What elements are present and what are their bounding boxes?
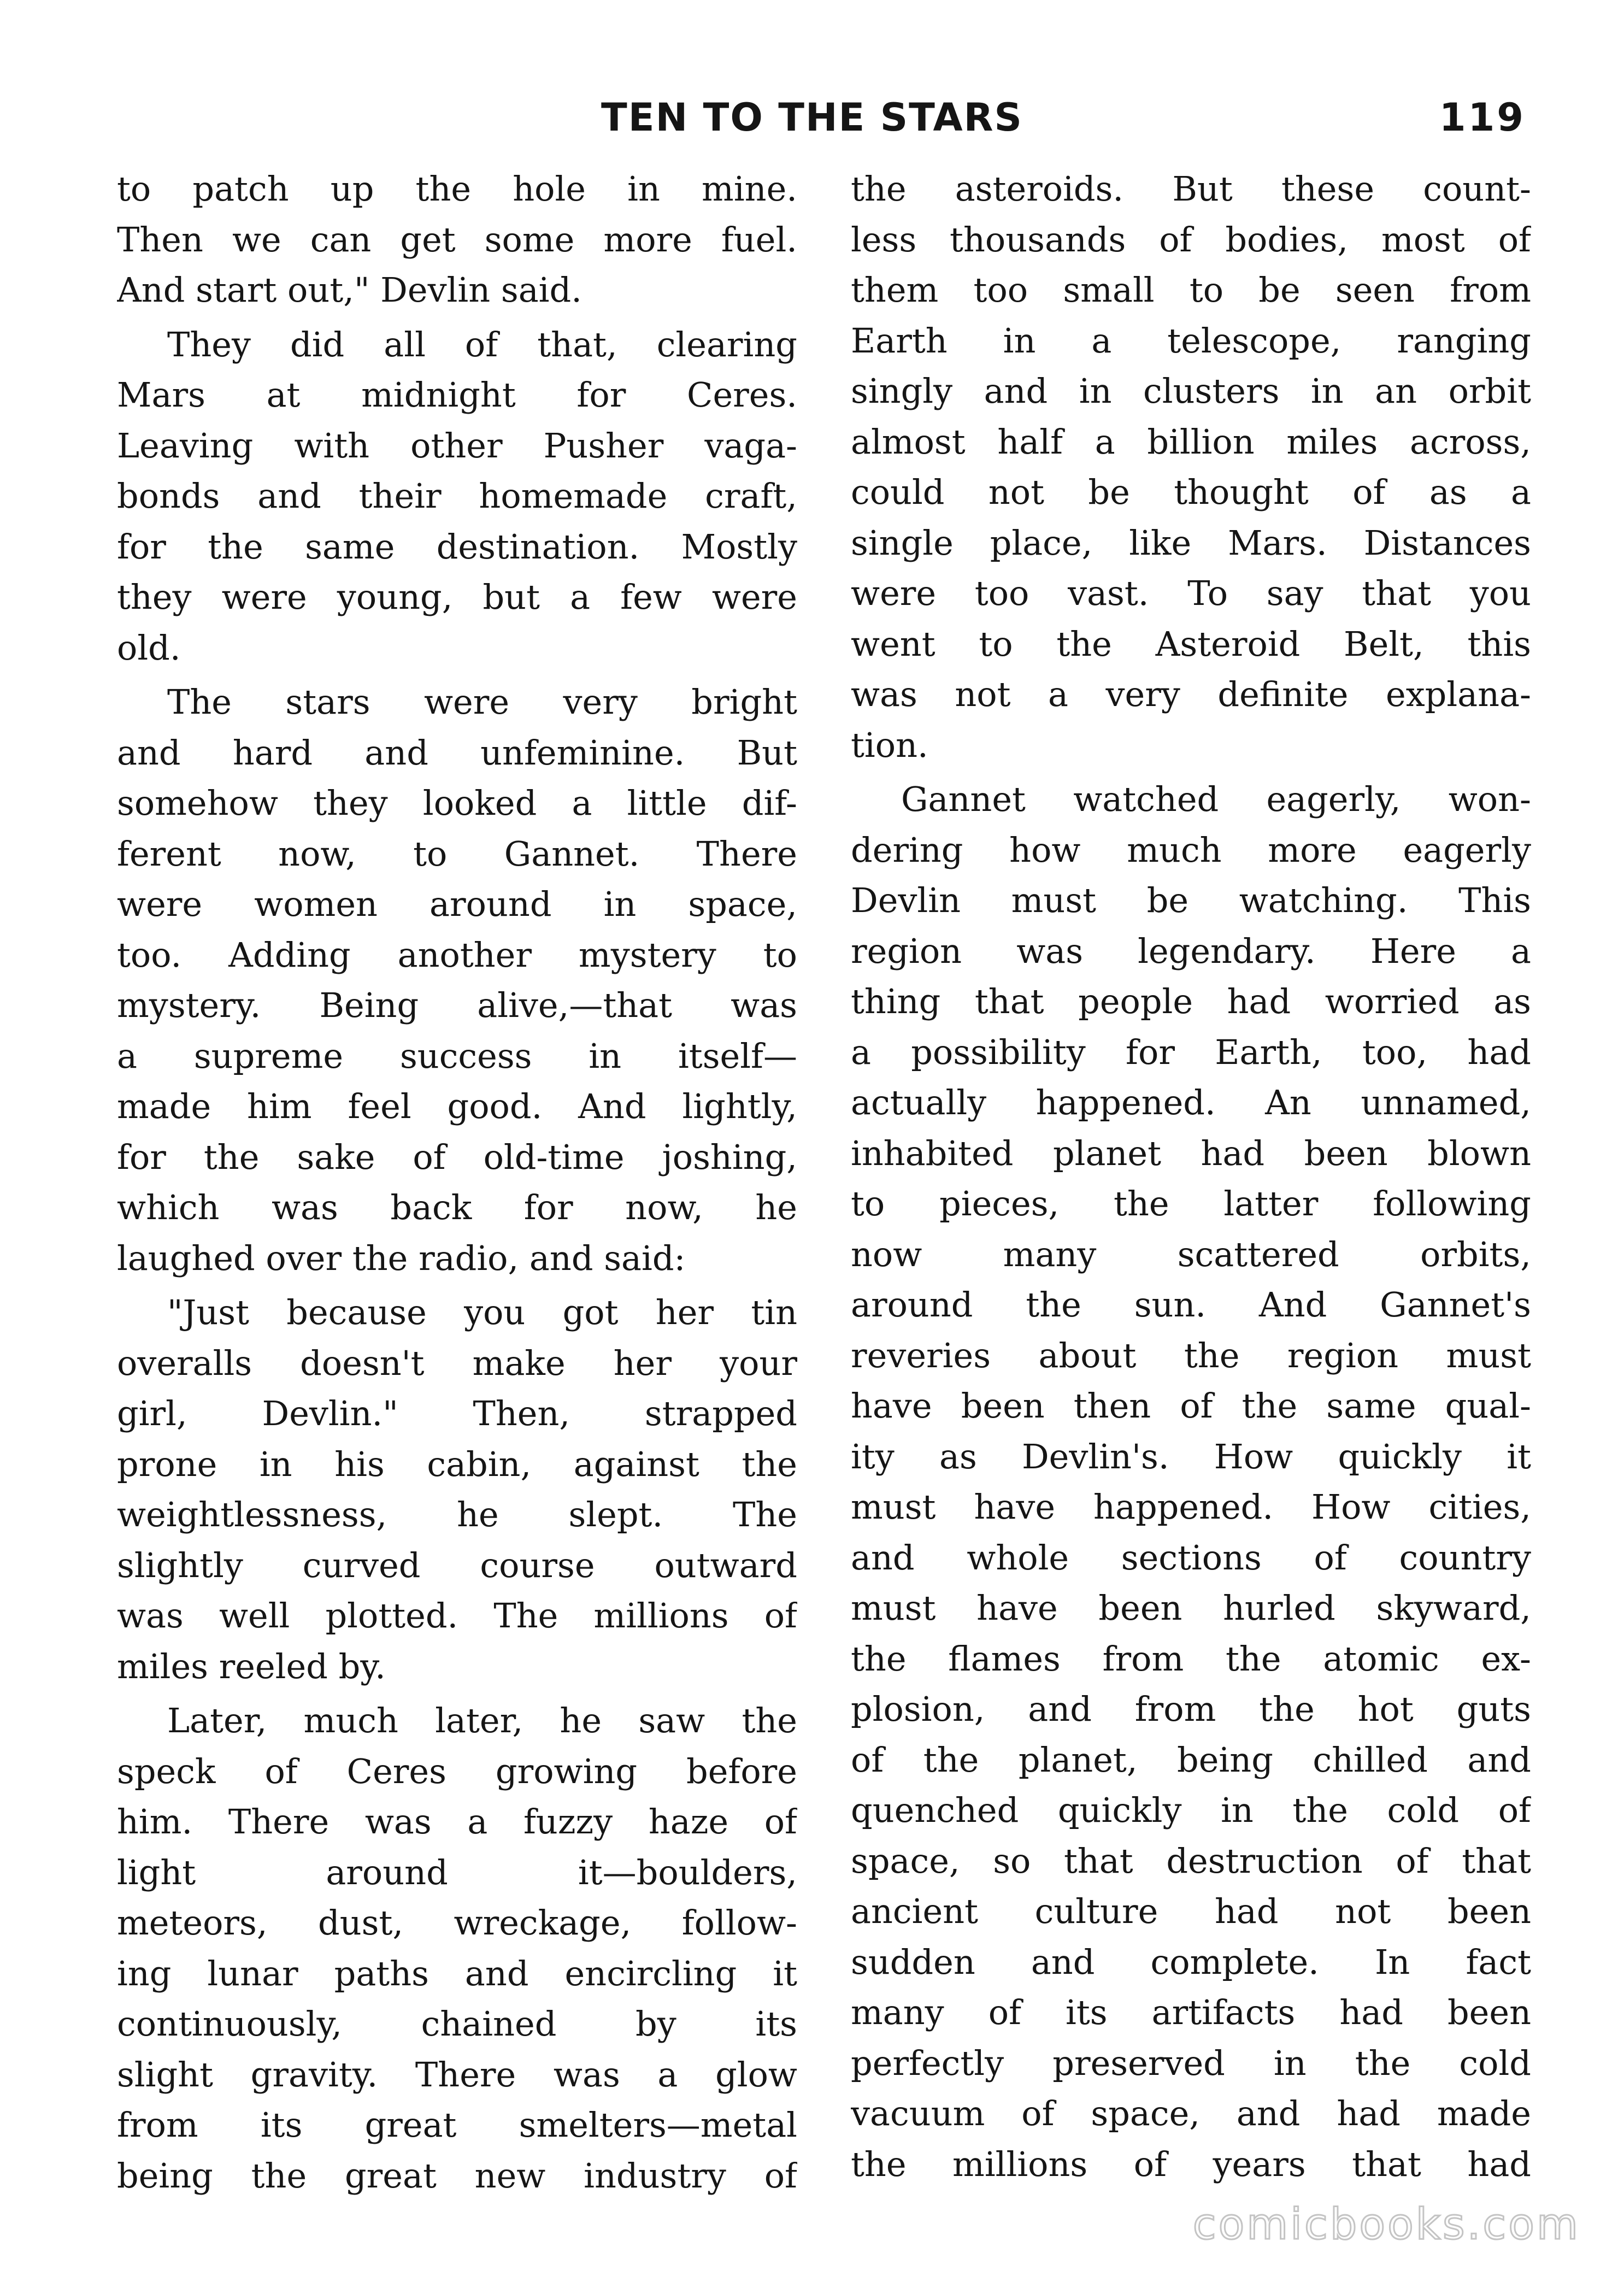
text-line: slightly curved course outward xyxy=(117,1545,797,1585)
text-line: to patch up the hole in mine. xyxy=(117,169,797,209)
text-line: inhabited planet had been blown xyxy=(851,1133,1531,1173)
text-line: to pieces, the latter following xyxy=(851,1184,1531,1224)
text-line: almost half a billion miles across, xyxy=(851,421,1531,462)
right-column xyxy=(851,164,1531,2193)
text-line: girl, Devlin." Then, strapped xyxy=(117,1393,797,1433)
page-number: 119 xyxy=(1439,95,1526,140)
text-line: overalls doesn't make her your xyxy=(117,1343,797,1383)
text-line: too. Adding another mystery to xyxy=(117,934,797,975)
text-line: light around it—boulders, xyxy=(117,1852,797,1892)
running-title: TEN TO THE STARS xyxy=(601,95,1023,140)
text-line: him. There was a fuzzy haze of xyxy=(117,1802,797,1842)
text-line: ferent now, to Gannet. There xyxy=(117,833,797,874)
paragraph xyxy=(117,1696,797,2201)
text-line: must have been hurled skyward, xyxy=(851,1588,1531,1628)
text-line: Earth in a telescope, ranging xyxy=(851,320,1531,361)
text-line: And start out," Devlin said. xyxy=(117,270,582,310)
text-line: meteors, dust, wreckage, follow- xyxy=(117,1903,797,1943)
text-line: was not a very definite explana- xyxy=(851,674,1531,714)
text-line: have been then of the same qual- xyxy=(851,1386,1531,1426)
text-line: Leaving with other Pusher vaga- xyxy=(117,425,797,466)
watermark: comicbooks.com xyxy=(1192,2200,1580,2249)
text-line: space, so that destruction of that xyxy=(851,1840,1531,1881)
text-line: Gannet watched eagerly, won- xyxy=(901,779,1531,819)
text-line: speck of Ceres growing before xyxy=(117,1751,797,1791)
text-line: Then we can get some more fuel. xyxy=(117,219,797,260)
text-line: could not be thought of as a xyxy=(851,472,1531,512)
text-line: singly and in clusters in an orbit xyxy=(851,371,1531,411)
text-line: quenched quickly in the cold of xyxy=(851,1790,1531,1830)
text-line: them too small to be seen from xyxy=(851,270,1531,310)
text-line: bonds and their homemade craft, xyxy=(117,476,797,516)
text-line: They did all of that, clearing xyxy=(167,324,797,364)
text-line: slight gravity. There was a glow xyxy=(117,2054,797,2095)
text-line: Mars at midnight for Ceres. xyxy=(117,375,797,415)
text-line: weightlessness, he slept. The xyxy=(117,1495,797,1534)
paragraph xyxy=(851,164,1531,771)
text-line: somehow they looked a little dif- xyxy=(117,783,797,823)
text-line: which was back for now, he xyxy=(117,1187,797,1227)
text-line: were women around in space, xyxy=(117,884,797,924)
text-line: plosion, and from the hot guts xyxy=(851,1689,1531,1729)
text-line: and whole sections of country xyxy=(851,1537,1531,1578)
text-line: thing that people had worried as xyxy=(851,981,1531,1021)
text-line: dering how much more eagerly xyxy=(851,830,1531,870)
text-line: ing lunar paths and encircling it xyxy=(117,1953,797,1993)
left-column xyxy=(117,164,797,2205)
text-line: the asteroids. But these count- xyxy=(851,169,1531,209)
text-line: sudden and complete. In fact xyxy=(851,1942,1531,1982)
text-line: went to the Asteroid Belt, this xyxy=(851,624,1531,664)
text-line: now many scattered orbits, xyxy=(851,1234,1531,1274)
text-line: "Just because you got her tin xyxy=(167,1292,797,1332)
text-line: the flames from the atomic ex- xyxy=(851,1638,1531,1679)
text-line: must have happened. How cities, xyxy=(851,1487,1531,1527)
paragraph xyxy=(117,164,797,316)
text-line: was well plotted. The millions of xyxy=(117,1596,797,1636)
text-line: old. xyxy=(117,627,181,668)
text-line: miles reeled by. xyxy=(117,1646,386,1686)
paragraph xyxy=(117,677,797,1284)
text-line: the millions of years that had xyxy=(851,2144,1531,2184)
text-line: region was legendary. Here a xyxy=(851,931,1531,971)
text-line: a supreme success in itself— xyxy=(117,1036,797,1076)
text-line: were too vast. To say that you xyxy=(851,573,1531,613)
text-line: many of its artifacts had been xyxy=(851,1992,1531,2032)
text-line: prone in his cabin, against the xyxy=(117,1444,797,1484)
paragraph xyxy=(117,1287,797,1692)
text-line: perfectly preserved in the cold xyxy=(851,2043,1531,2083)
text-line: a possibility for Earth, too, had xyxy=(851,1032,1531,1072)
text-line: around the sun. And Gannet's xyxy=(851,1285,1531,1325)
text-line: less thousands of bodies, most of xyxy=(851,219,1531,260)
text-line: ity as Devlin's. How quickly it xyxy=(851,1436,1531,1477)
text-line: Devlin must be watching. This xyxy=(851,880,1531,920)
text-line: Later, much later, he saw the xyxy=(167,1701,797,1740)
text-line: mystery. Being alive,—that was xyxy=(117,985,797,1025)
text-line: laughed over the radio, and said: xyxy=(117,1238,686,1278)
text-line: reveries about the region must xyxy=(851,1335,1531,1375)
text-line: continuously, chained by its xyxy=(117,2004,797,2044)
text-line: vacuum of space, and had made xyxy=(851,2093,1531,2133)
text-line: The stars were very bright xyxy=(167,682,797,722)
paragraph xyxy=(851,774,1531,2190)
text-line: for the same destination. Mostly xyxy=(117,526,797,567)
text-line: single place, like Mars. Distances xyxy=(851,522,1531,563)
text-line: from its great smelters—metal xyxy=(117,2105,797,2145)
text-line: for the sake of old-time joshing, xyxy=(117,1137,797,1177)
text-line: made him feel good. And lightly, xyxy=(117,1086,797,1126)
text-line: tion. xyxy=(851,725,928,765)
text-line: they were young, but a few were xyxy=(117,577,797,617)
text-line: being the great new industry of xyxy=(117,2155,797,2196)
text-line: ancient culture had not been xyxy=(851,1891,1531,1931)
text-line: and hard and unfeminine. But xyxy=(117,732,797,773)
paragraph xyxy=(117,320,797,674)
text-line: of the planet, being chilled and xyxy=(851,1739,1531,1780)
text-line: actually happened. An unnamed, xyxy=(851,1083,1531,1122)
